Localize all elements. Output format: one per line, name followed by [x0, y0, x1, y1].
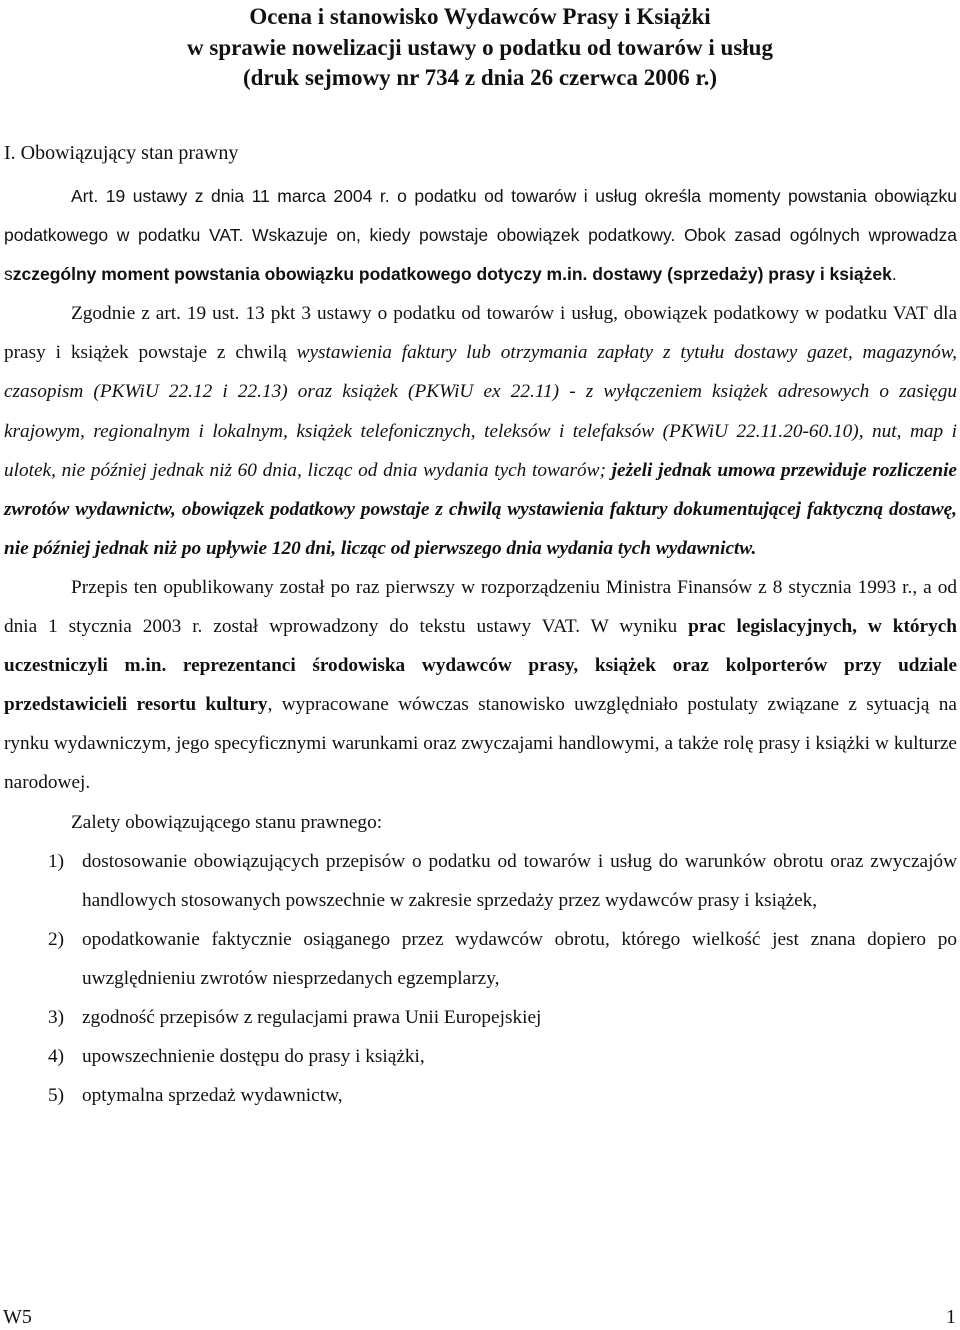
list-item-text: upowszechnienie dostępu do prasy i książki,	[82, 1046, 425, 1068]
paragraph-zgodnie-intro: Zgodnie z art. 19 ust. 13 pkt 3 ustawy o podatku od towarów i usług, obowiązek podatkowy w podatku VAT dla prasy i książek powstaje z chwilą	[4, 303, 957, 364]
list-item-number: 3)	[48, 1006, 65, 1028]
paragraph-przepis-end: , wypracowane wówczas stanowisko uwzględniało postulaty związane z sytuacją na rynku wydawniczym, jego specyficznymi warunkami oraz zwyczajami handlowymi, a także rolę prasy i książki w kulturze narodowej.	[4, 694, 957, 794]
list-item-number: 5)	[48, 1085, 65, 1107]
paragraph-przepis-intro: Przepis ten opublikowany został po raz pierwszy w rozporządzeniu Ministra Finansów z 8 stycznia 1993 r., a od dnia 1 stycznia 2003 r. został wprowadzony do tekstu ustawy VAT. W wyniku	[4, 576, 957, 638]
list-item	[4, 998, 957, 1037]
document-body	[4, 177, 957, 1115]
paragraph-art-19-emphasis: zczególny moment powstania obowiązku podatkowego dotyczy m.in. dostawy (sprzedaży) prasy i książek	[12, 264, 892, 285]
paragraph-zalety: Zalety obowiązującego stanu prawnego:	[71, 811, 383, 833]
list-item-text: zgodność przepisów z regulacjami prawa Unii Europejskiej	[82, 1006, 542, 1028]
page-number: 1	[946, 1306, 956, 1328]
paragraph-art-19	[4, 177, 957, 294]
footer-document-code: W5	[3, 1306, 32, 1328]
paragraph-zgodnie-italic: wystawienia faktury lub otrzymania zapłaty z tytułu dostawy gazet, magazynów, czasopism (PKWiU 22.12 i 22.13) oraz książek (PKWiU ex 22.11) - z wyłączeniem książek adresowych o zasięgu krajowym, regionalnym i lokalnym, książek telefonicznych, teleksów i telefaksów (PKWiU 22.11.20-60.10), nut, map i ulotek, nie później jednak niż 60 dnia, licząc od dnia wydania tych towarów;	[4, 342, 957, 481]
document-title	[0, 2, 960, 94]
advantages-list	[4, 842, 957, 1116]
paragraph-przepis-emphasis: prac legislacyjnych, w których uczestniczyli m.in. reprezentanci środowiska wydawców prasy, książek oraz kolporterów przy udziale przedstawicieli resortu kultury	[4, 616, 957, 716]
section-heading: I. Obowiązujący stan prawny	[4, 142, 239, 164]
list-item-text: optymalna sprzedaż wydawnictw,	[82, 1085, 343, 1107]
list-item-text: dostosowanie obowiązujących przepisów o podatku od towarów i usług do warunków obrotu oraz zwyczajów handlowych stosowanych powszechnie w zakresie sprzedaży przez wydawców prasy i książek,	[82, 850, 957, 911]
title-line-2: w sprawie nowelizacji ustawy o podatku od towarów i usług	[187, 34, 773, 60]
list-item	[4, 1037, 957, 1076]
list-item-text: opodatkowanie faktycznie osiąganego przez wydawców obrotu, którego wielkość jest znana dopiero po uwzględnieniu zwrotów niesprzedanych egzemplarzy,	[82, 928, 957, 989]
list-item	[4, 842, 957, 920]
paragraph-zgodnie	[4, 294, 957, 568]
list-item-number: 4)	[48, 1046, 65, 1068]
paragraph-zgodnie-bold-italic: jeżeli jednak umowa przewiduje rozliczenie zwrotów wydawnictw, obowiązek podatkowy powstaje z chwilą wystawienia faktury dokumentującej faktyczną dostawę, nie później jednak niż po upływie 120 dni, licząc od pierwszego dnia wydania tych wydawnictw.	[4, 459, 957, 559]
list-item-number: 2)	[48, 928, 65, 950]
list-item	[4, 920, 957, 998]
title-line-3: (druk sejmowy nr 734 z dnia 26 czerwca 2006 r.)	[242, 65, 717, 90]
list-item	[4, 1076, 957, 1115]
paragraph-art-19-intro: Art. 19 ustawy z dnia 11 marca 2004 r. o podatku od towarów i usług określa momenty powstania obowiązku podatkowego w podatku VAT. Wskazuje on, kiedy powstaje obowiązek podatkowy. Obok zasad ogólnych wprowadza s	[4, 186, 957, 285]
list-item-number: 1)	[48, 850, 65, 872]
paragraph-art-19-end: .	[891, 264, 897, 285]
paragraph-przepis	[4, 568, 957, 803]
title-line-1: Ocena i stanowisko Wydawców Prasy i Książki	[249, 4, 711, 29]
